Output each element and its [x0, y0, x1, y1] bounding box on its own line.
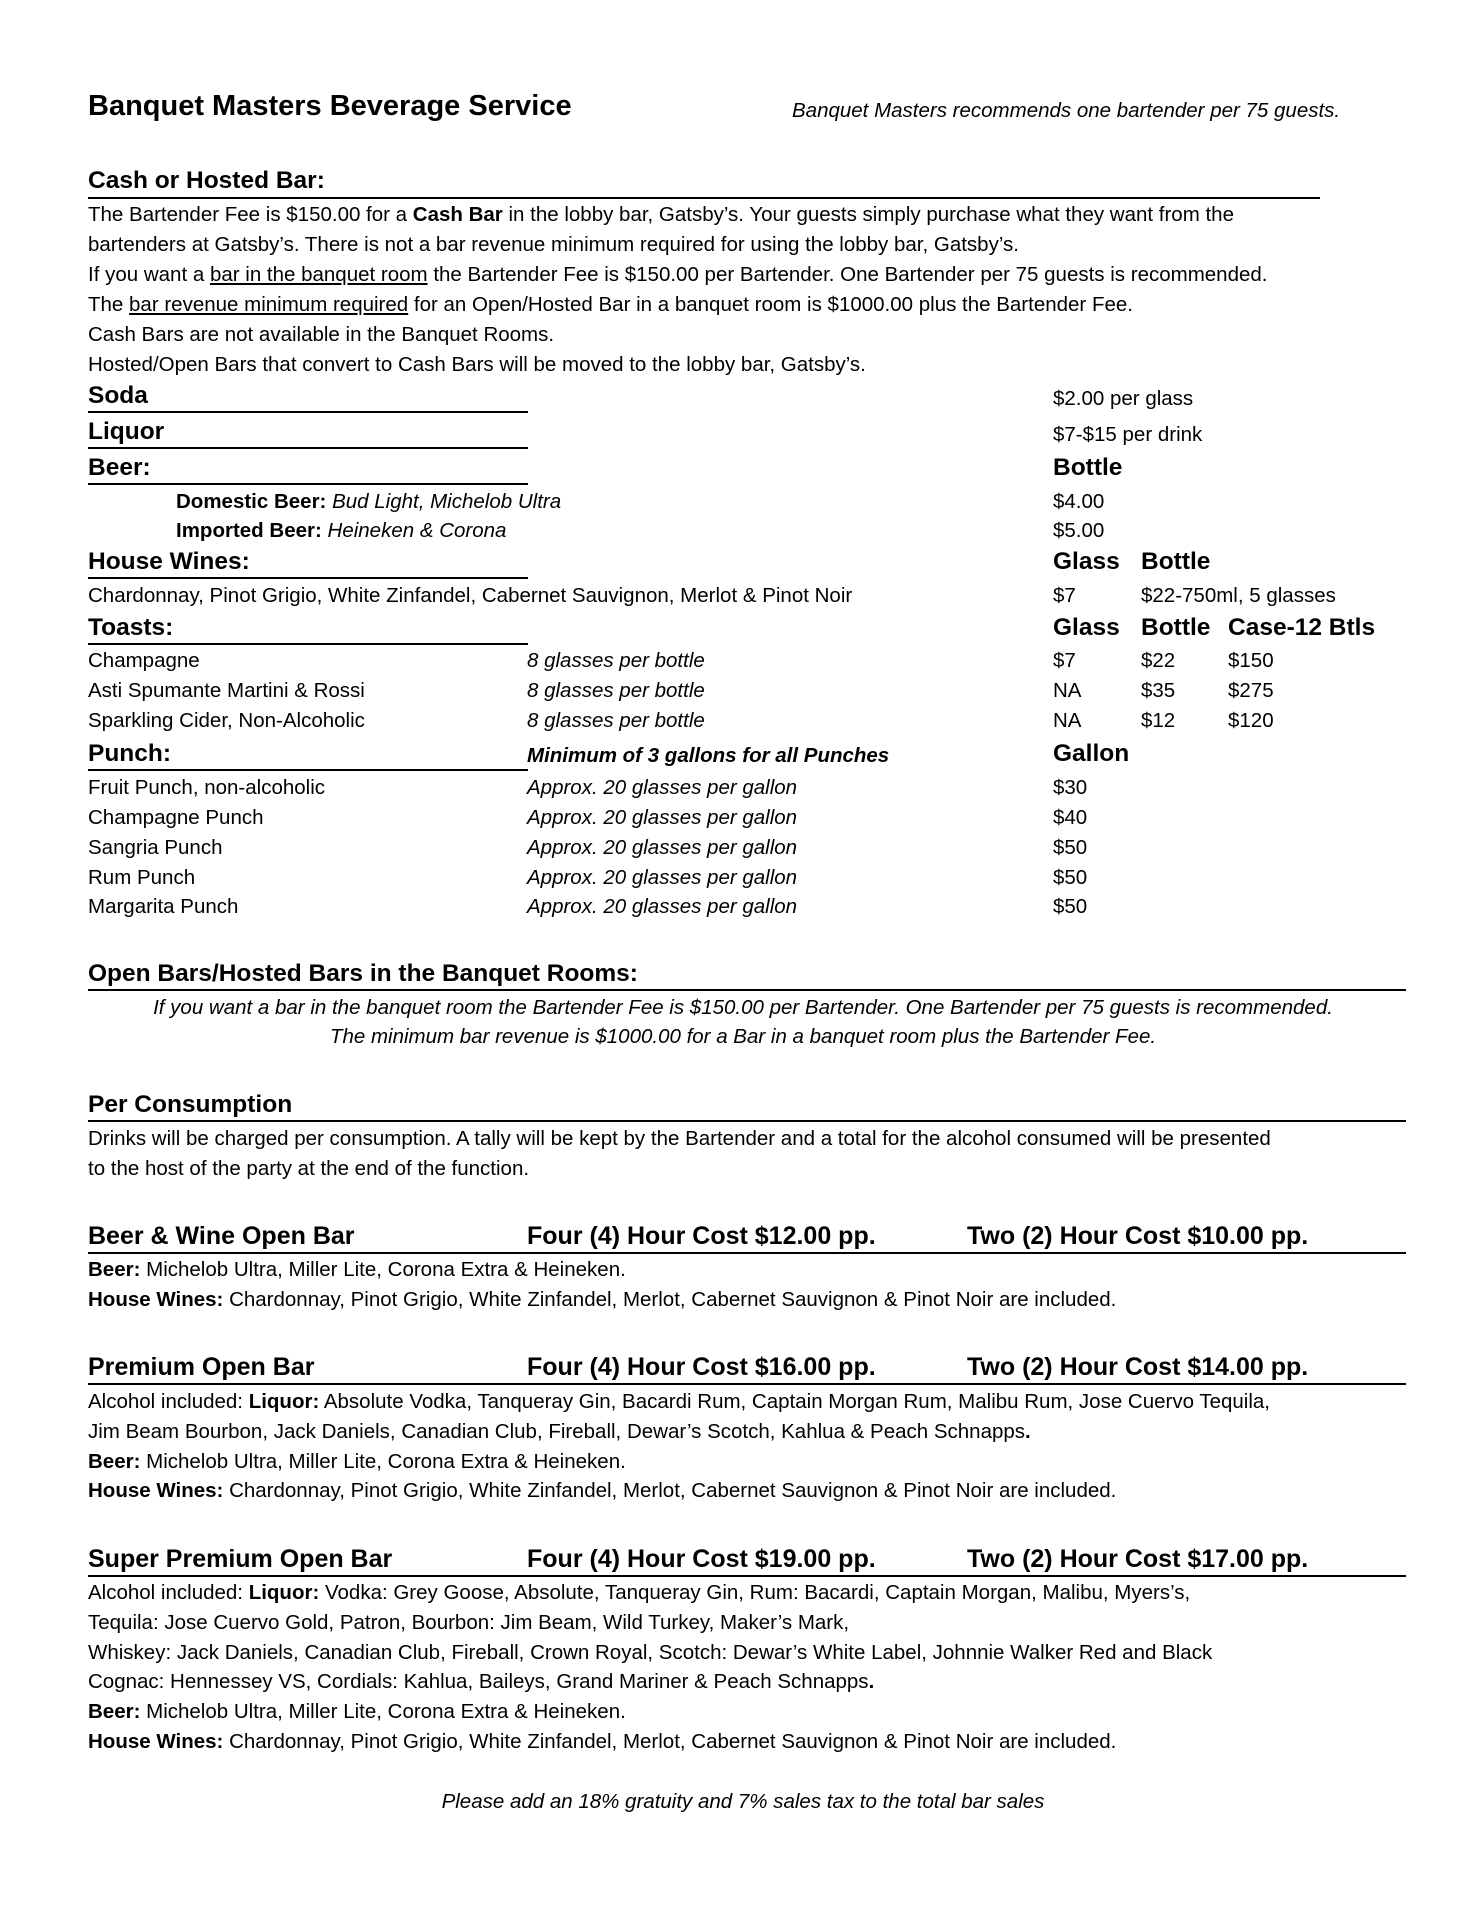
gratuity-tax-note: Please add an 18% gratuity and 7% sales tax to the total bar sales — [441, 1790, 1045, 1813]
toast-note: 8 glasses per bottle — [527, 649, 705, 672]
soda-rule — [88, 411, 528, 413]
premium-rule — [88, 1383, 1406, 1385]
cash-hosted-line-4: The bar revenue minimum required for an Open/Hosted Bar in a banquet room is $1000.00 plus the Bartender Fee. — [88, 293, 1133, 316]
super-premium-liquor-line-2: Tequila: Jose Cuervo Gold, Patron, Bourbon: Jim Beam, Wild Turkey, Maker’s Mark, — [88, 1611, 850, 1634]
soda-label: Soda — [88, 382, 148, 409]
page-title: Banquet Masters Beverage Service — [88, 90, 572, 122]
toast-bottle: $22 — [1141, 649, 1176, 672]
toast-glass: $7 — [1053, 649, 1076, 672]
beer-label: Beer: — [88, 454, 151, 481]
wines-glass-col: Glass — [1053, 548, 1120, 575]
beer-wine-wine-line: House Wines: Chardonnay, Pinot Grigio, White Zinfandel, Merlot, Cabernet Sauvignon & Pinot Noir are included. — [88, 1288, 1117, 1311]
liquor-rule — [88, 447, 528, 449]
toast-case: $150 — [1228, 649, 1274, 672]
punch-gallon-col: Gallon — [1053, 740, 1130, 767]
toast-bottle: $35 — [1141, 679, 1176, 702]
imported-beer-price: $5.00 — [1053, 519, 1105, 542]
cash-hosted-line-3: If you want a bar in the banquet room the Bartender Fee is $150.00 per Bartender. One Bartender per 75 guests is recommended. — [88, 263, 1268, 286]
punch-name: Sangria Punch — [88, 836, 223, 859]
beer-wine-bar-title: Beer & Wine Open Bar — [88, 1222, 355, 1250]
beer-rule — [88, 483, 528, 485]
punch-price: $50 — [1053, 866, 1088, 889]
punch-price: $40 — [1053, 806, 1088, 829]
per-consumption-line-2: to the host of the party at the end of the function. — [88, 1157, 530, 1180]
punch-name: Margarita Punch — [88, 895, 239, 918]
toast-name: Champagne — [88, 649, 200, 672]
punch-name: Rum Punch — [88, 866, 196, 889]
super-premium-liquor-line-1: Alcohol included: Liquor: Vodka: Grey Goose, Absolute, Tanqueray Gin, Rum: Bacardi, Captain Morgan, Malibu, Myers’s, — [88, 1581, 1191, 1604]
house-wines-rule — [88, 577, 528, 579]
toast-note: 8 glasses per bottle — [527, 679, 705, 702]
open-bars-line-2: The minimum bar revenue is $1000.00 for a Bar in a banquet room plus the Bartender Fee. — [329, 1025, 1157, 1048]
premium-four-hour: Four (4) Hour Cost $16.00 pp. — [527, 1353, 876, 1381]
premium-liquor-line-2: Jim Beam Bourbon, Jack Daniels, Canadian Club, Fireball, Dewar’s Scotch, Kahlua & Peach Schnapps. — [88, 1420, 1031, 1443]
cash-hosted-line-1: The Bartender Fee is $150.00 for a Cash Bar in the lobby bar, Gatsby’s. Your guests simply purchase what they want from the — [88, 203, 1234, 226]
super-premium-liquor-line-3: Whiskey: Jack Daniels, Canadian Club, Fireball, Crown Royal, Scotch: Dewar’s White Label, Johnnie Walker Red and Black — [88, 1641, 1213, 1664]
punch-note: Approx. 20 glasses per gallon — [527, 806, 798, 829]
toast-glass: NA — [1053, 709, 1082, 732]
super-premium-four-hour: Four (4) Hour Cost $19.00 pp. — [527, 1545, 876, 1573]
house-wines-label: House Wines: — [88, 548, 250, 575]
premium-liquor-line-1: Alcohol included: Liquor: Absolute Vodka, Tanqueray Gin, Bacardi Rum, Captain Morgan Rum, Malibu Rum, Jose Cuervo Tequila, — [88, 1390, 1270, 1413]
house-wines-list: Chardonnay, Pinot Grigio, White Zinfandel, Cabernet Sauvignon, Merlot & Pinot Noir — [88, 584, 853, 607]
wines-bottle-col: Bottle — [1141, 548, 1211, 575]
punch-price: $50 — [1053, 836, 1088, 859]
domestic-beer: Domestic Beer: Bud Light, Michelob Ultra — [176, 490, 562, 513]
domestic-beer-price: $4.00 — [1053, 490, 1105, 513]
punch-label: Punch: — [88, 740, 172, 767]
heading-rule — [88, 197, 1320, 199]
super-premium-beer-line: Beer: Michelob Ultra, Miller Lite, Corona Extra & Heineken. — [88, 1700, 626, 1723]
super-premium-liquor-line-4: Cognac: Hennessey VS, Cordials: Kahlua, Baileys, Grand Mariner & Peach Schnapps. — [88, 1670, 875, 1693]
punch-price: $30 — [1053, 776, 1088, 799]
super-premium-wine-line: House Wines: Chardonnay, Pinot Grigio, White Zinfandel, Merlot, Cabernet Sauvignon & Pinot Noir are included. — [88, 1730, 1117, 1753]
punch-note: Approx. 20 glasses per gallon — [527, 776, 798, 799]
super-premium-rule — [88, 1575, 1406, 1577]
per-consumption-rule — [88, 1120, 1406, 1122]
toasts-glass-col: Glass — [1053, 614, 1120, 641]
soda-price: $2.00 per glass — [1053, 387, 1194, 410]
toast-case: $275 — [1228, 679, 1274, 702]
toast-bottle: $12 — [1141, 709, 1176, 732]
beer-wine-four-hour: Four (4) Hour Cost $12.00 pp. — [527, 1222, 876, 1250]
premium-beer-line: Beer: Michelob Ultra, Miller Lite, Corona Extra & Heineken. — [88, 1450, 626, 1473]
wines-bottle-price: $22-750ml, 5 glasses — [1141, 584, 1336, 607]
punch-rule — [88, 769, 528, 771]
premium-two-hour: Two (2) Hour Cost $14.00 pp. — [967, 1353, 1309, 1381]
open-bars-line-1: If you want a bar in the banquet room the Bartender Fee is $150.00 per Bartender. One Bartender per 75 guests is recommended. — [153, 996, 1333, 1019]
liquor-price: $7-$15 per drink — [1053, 423, 1203, 446]
toast-note: 8 glasses per bottle — [527, 709, 705, 732]
wines-glass-price: $7 — [1053, 584, 1076, 607]
super-premium-bar-title: Super Premium Open Bar — [88, 1545, 393, 1573]
punch-minimum: Minimum of 3 gallons for all Punches — [527, 744, 890, 767]
toasts-bottle-col: Bottle — [1141, 614, 1211, 641]
per-consumption-line-1: Drinks will be charged per consumption. A tally will be kept by the Bartender and a total for the alcohol consumed will be presented — [88, 1127, 1271, 1150]
bartender-recommendation: Banquet Masters recommends one bartender per 75 guests. — [792, 99, 1341, 122]
open-bars-rule — [88, 989, 1406, 991]
cash-hosted-heading: Cash or Hosted Bar: — [88, 167, 325, 194]
toast-name: Asti Spumante Martini & Rossi — [88, 679, 365, 702]
toasts-case-col: Case-12 Btls — [1228, 614, 1376, 641]
super-premium-two-hour: Two (2) Hour Cost $17.00 pp. — [967, 1545, 1309, 1573]
premium-wine-line: House Wines: Chardonnay, Pinot Grigio, White Zinfandel, Merlot, Cabernet Sauvignon & Pinot Noir are included. — [88, 1479, 1117, 1502]
punch-name: Champagne Punch — [88, 806, 264, 829]
cash-hosted-line-6: Hosted/Open Bars that convert to Cash Bars will be moved to the lobby bar, Gatsby’s. — [88, 353, 866, 376]
punch-note: Approx. 20 glasses per gallon — [527, 895, 798, 918]
punch-name: Fruit Punch, non-alcoholic — [88, 776, 326, 799]
toast-case: $120 — [1228, 709, 1274, 732]
beer-wine-rule — [88, 1252, 1406, 1254]
toast-name: Sparkling Cider, Non-Alcoholic — [88, 709, 365, 732]
beer-wine-beer-line: Beer: Michelob Ultra, Miller Lite, Corona Extra & Heineken. — [88, 1258, 626, 1281]
toast-glass: NA — [1053, 679, 1082, 702]
cash-hosted-line-5: Cash Bars are not available in the Banquet Rooms. — [88, 323, 555, 346]
toasts-rule — [88, 643, 528, 645]
liquor-label: Liquor — [88, 418, 165, 445]
beer-wine-two-hour: Two (2) Hour Cost $10.00 pp. — [967, 1222, 1309, 1250]
punch-note: Approx. 20 glasses per gallon — [527, 836, 798, 859]
per-consumption-heading: Per Consumption — [88, 1091, 293, 1118]
toasts-label: Toasts: — [88, 614, 174, 641]
cash-hosted-line-2: bartenders at Gatsby’s. There is not a bar revenue minimum required for using the lobby bar, Gatsby’s. — [88, 233, 1019, 256]
beer-bottle-col: Bottle — [1053, 454, 1123, 481]
imported-beer: Imported Beer: Heineken & Corona — [176, 519, 507, 542]
punch-note: Approx. 20 glasses per gallon — [527, 866, 798, 889]
premium-bar-title: Premium Open Bar — [88, 1353, 315, 1381]
open-bars-heading: Open Bars/Hosted Bars in the Banquet Rooms: — [88, 960, 638, 987]
punch-price: $50 — [1053, 895, 1088, 918]
